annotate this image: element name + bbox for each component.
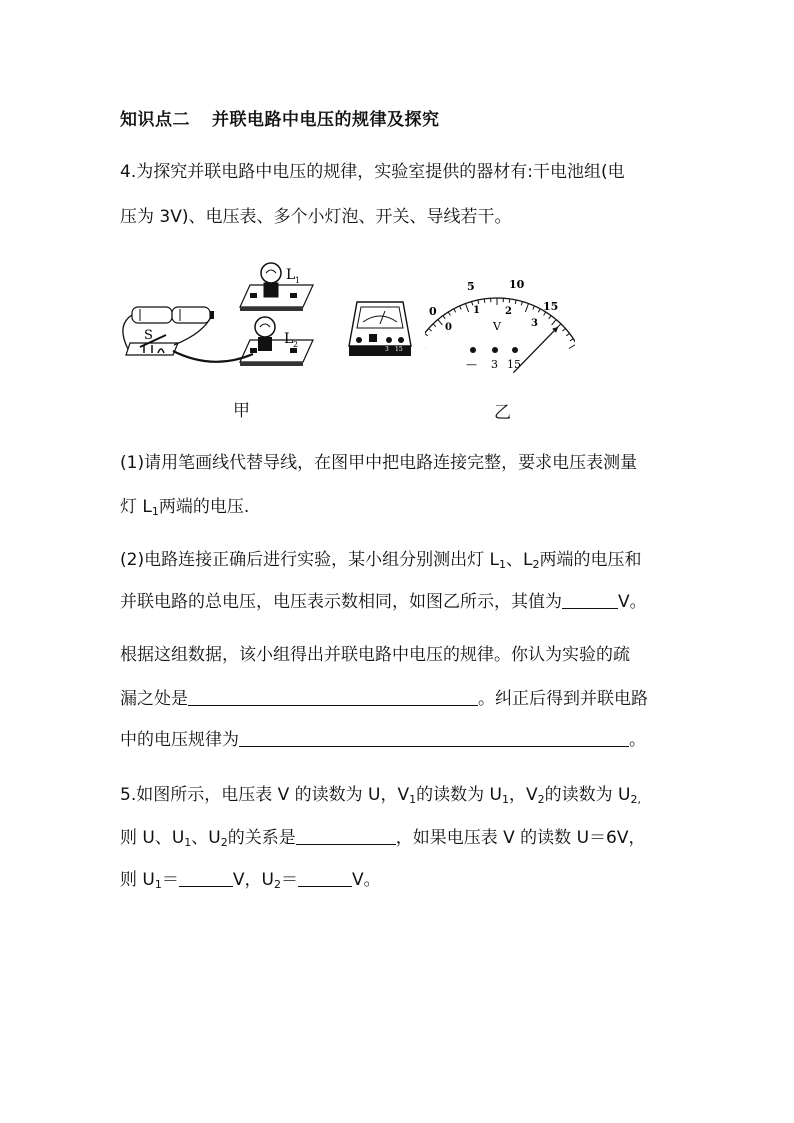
p2-line1-post: 两端的电压和: [539, 550, 642, 570]
label-S: S: [144, 328, 153, 343]
dial-tick: [429, 328, 432, 331]
scale-zero-top: 0: [429, 305, 437, 318]
answer-blank-rule[interactable]: [239, 728, 629, 747]
q5-line3-s2: 2: [273, 878, 281, 891]
dial-tick: [525, 304, 528, 312]
upper-scale-10: 10: [509, 278, 525, 291]
q5-line1-a1: 5.如图所示，电压表 V 的读数为 U，V: [120, 785, 410, 805]
section-heading: [120, 105, 440, 130]
p3-line2-post: 。纠正后得到并联电路: [478, 689, 648, 709]
p3-line3-pre: 中的电压规律为: [120, 730, 239, 750]
q5-line1-s1: 1: [409, 793, 417, 806]
dial-tick: [454, 309, 456, 313]
q5-line3-c2: ＝: [161, 870, 179, 890]
answer-blank-omission[interactable]: [188, 687, 478, 706]
label-L1-sub: 1: [295, 276, 301, 285]
p1-line1: (1)请用笔画线代替导线，在图甲中把电路连接完整，要求电压表测量: [120, 453, 638, 473]
answer-blank-U2[interactable]: [298, 868, 352, 887]
dial-tick: [558, 324, 561, 327]
p3-line2-pre: 漏之处是: [120, 689, 188, 709]
upper-scale-5: 5: [467, 280, 475, 293]
battery-pack: [132, 307, 214, 323]
dial-tick: [533, 306, 535, 310]
small-meter-label-15: 15: [395, 346, 403, 353]
answer-blank-voltage[interactable]: [562, 590, 618, 609]
q4-line2: 压为 3V)、电压表、多个小灯泡、开关、导线若干。: [120, 207, 512, 227]
q5-line2-b3: 的关系是: [227, 828, 296, 848]
p1-line2-sub: 1: [151, 505, 159, 518]
answer-blank-relation[interactable]: [296, 826, 396, 845]
figure-yi-meter-dial: [425, 270, 575, 375]
small-meter-label-3: 3: [385, 346, 389, 353]
dial-tick: [438, 320, 442, 325]
heading-part2: 并联电路中电压的规律及探究: [212, 110, 440, 130]
caption-jia: 甲: [233, 401, 250, 421]
dial-tick: [570, 339, 573, 341]
dial-tick: [509, 299, 510, 303]
q5-line3: [120, 868, 381, 892]
dial-tick: [448, 312, 450, 315]
p2-line2-post: V。: [618, 592, 647, 612]
dial-tick: [521, 302, 522, 306]
q4-line1: 4.为探究并联电路中电压的规律，实验室提供的器材有:干电池组(电: [120, 162, 625, 182]
p2-line2-pre: 并联电路的总电压，电压表示数相同，如图乙所示，其值为: [120, 592, 562, 612]
terminal-negative: [470, 347, 476, 353]
q5-line3-c4: ＝: [280, 870, 298, 890]
dial-tick: [549, 316, 551, 319]
q5-line2: [120, 826, 645, 850]
q5-line2-s1: 1: [184, 836, 192, 849]
dial-tick: [552, 320, 556, 325]
terminal-label-negative: —: [466, 358, 477, 371]
dial-tick: [538, 309, 540, 313]
dial-tick: [466, 304, 469, 312]
label-L2-sub: 2: [293, 340, 299, 349]
q5-line1-a2: 的读数为 U: [416, 785, 502, 805]
q5-line2-b1: 则 U、U: [120, 828, 185, 848]
q5-line3-s1: 1: [154, 878, 162, 891]
terminal-3: [492, 347, 498, 353]
answer-blank-U1[interactable]: [179, 868, 233, 887]
q5-line2-b4: ，如果电压表 V 的读数 U＝6V，: [395, 828, 646, 848]
q5-line3-c3: V，U: [232, 870, 274, 890]
lower-scale-0: 0: [445, 322, 452, 333]
p2-line1-sub1: 1: [498, 558, 506, 571]
figure-jia-circuit: [118, 255, 328, 375]
dial-tick: [562, 328, 565, 331]
p3-line3-post: 。: [629, 730, 646, 750]
p2-line1: [120, 548, 641, 572]
terminal-15: [512, 347, 518, 353]
switch-S: [126, 328, 178, 355]
dial-tick: [515, 300, 516, 304]
p2-line1-pre: (2)电路连接正确后进行实验，某小组分别测出灯 L: [120, 550, 499, 570]
dial-tick: [566, 333, 569, 335]
q5-line2-b2: 、U: [191, 828, 221, 848]
p2-line1-mid: 、L: [505, 550, 533, 570]
dial-tick: [443, 316, 445, 319]
p3-line1: 根据这组数据，该小组得出并联电路中电压的规律。你认为实验的疏: [120, 645, 630, 665]
q5-line1-s4: 2,: [630, 793, 641, 806]
dial-tick: [460, 306, 462, 310]
meter-unit-V: V: [493, 320, 501, 333]
lamp-L1: [240, 263, 313, 311]
q5-line3-c5: V。: [351, 870, 381, 890]
p2-line1-sub2: 2: [532, 558, 540, 571]
caption-yi: 乙: [494, 403, 511, 423]
dial-tick: [569, 344, 575, 349]
label-L2: L: [284, 331, 294, 347]
lamp-L2: [240, 317, 313, 366]
lower-scale-2: 2: [505, 306, 512, 317]
label-L1: L: [286, 267, 296, 283]
dial-tick: [484, 299, 485, 303]
dial-tick: [478, 300, 479, 304]
p3-line2: [120, 687, 648, 711]
p1-line2-post: 两端的电压.: [158, 497, 250, 517]
p1-line2: [120, 495, 249, 519]
upper-scale-15: 15: [543, 300, 559, 313]
terminal-label-15: 15: [507, 358, 521, 371]
p1-line2-pre: 灯 L: [120, 497, 152, 517]
q5-line1-a4: 的读数为 U: [544, 785, 631, 805]
p2-line2: [120, 590, 647, 614]
q5-line1-a3: ，V: [509, 785, 538, 805]
figure-jia-voltmeter: [345, 298, 417, 363]
lower-scale-3: 3: [531, 318, 538, 329]
q5-line1-s3: 2: [537, 793, 545, 806]
q5-line2-s2: 2: [220, 836, 228, 849]
dial-tick: [425, 333, 428, 335]
q5-line3-c1: 则 U: [120, 870, 155, 890]
q5-line1-s2: 1: [502, 793, 509, 806]
p3-line3: [120, 728, 646, 752]
dial-tick: [433, 324, 436, 327]
q5-line1: [120, 783, 641, 807]
terminal-label-3: 3: [491, 358, 498, 371]
lower-scale-1: 1: [473, 305, 480, 316]
heading-part1: 知识点二: [120, 110, 190, 130]
